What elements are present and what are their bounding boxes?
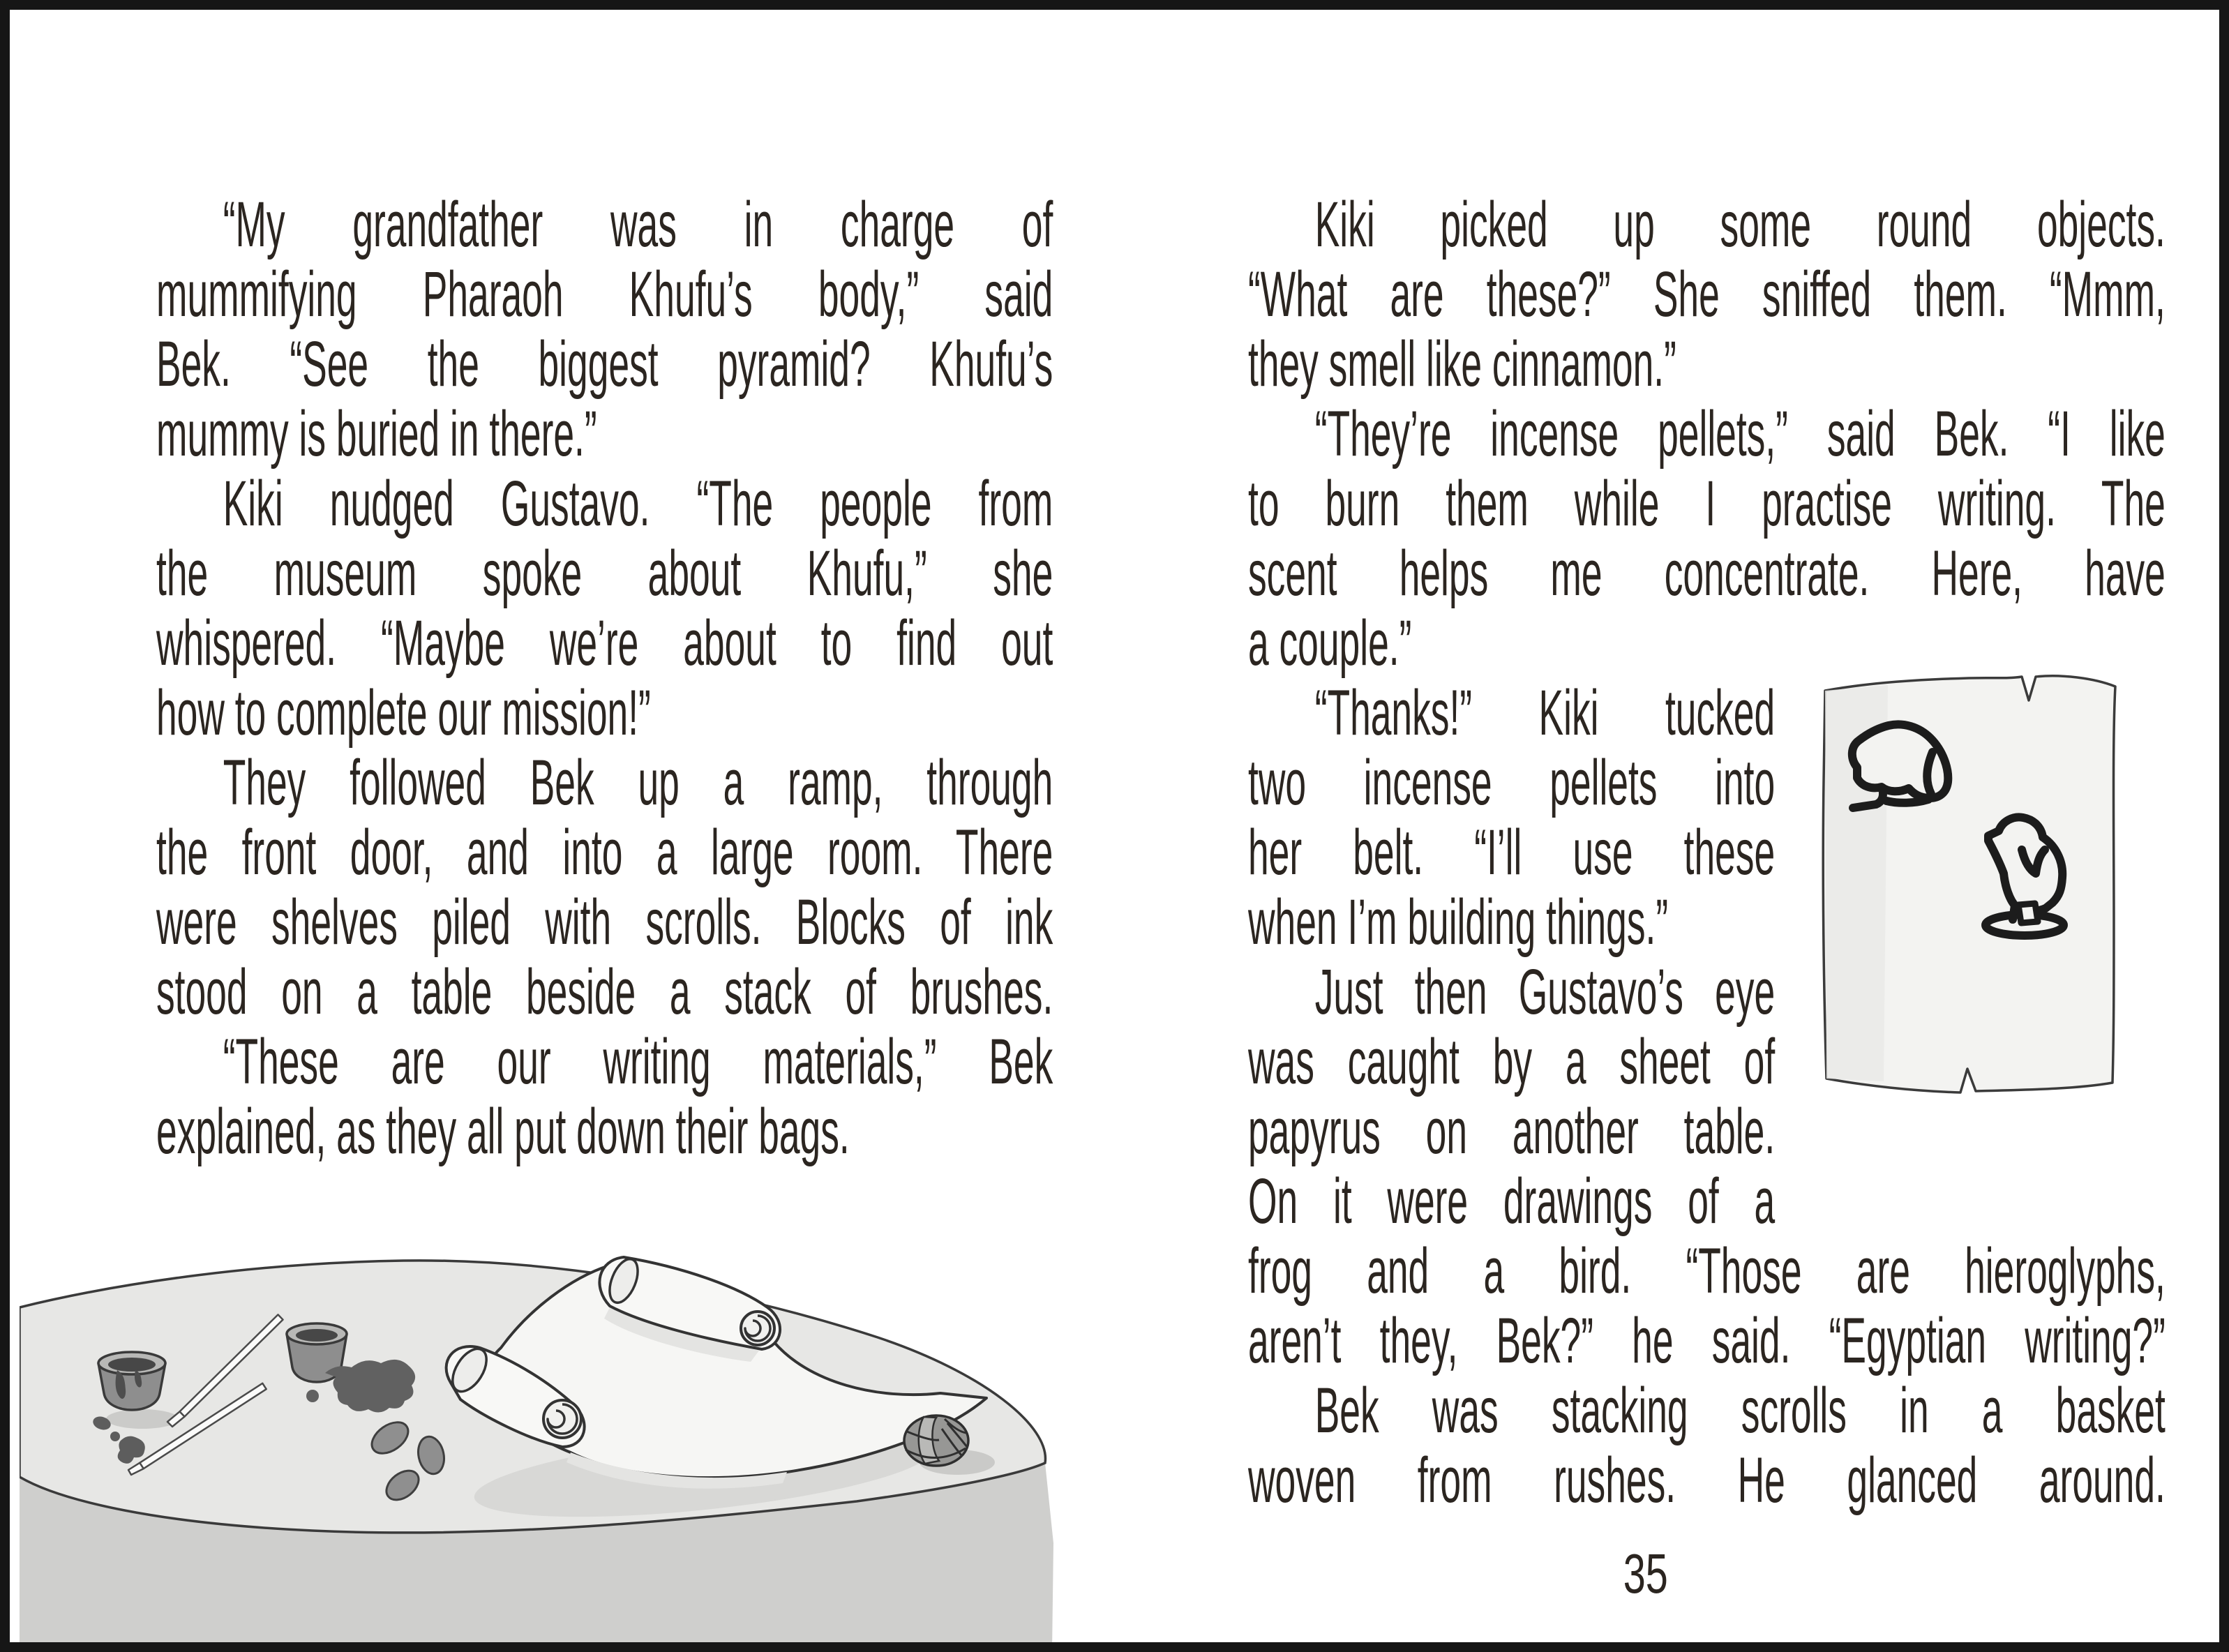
text-line: Just then Gustavo’s eye [1314,956,1776,1028]
papyrus-hieroglyphs-illustration [1815,670,2125,1104]
text-line: “My grandfather was in charge of [223,189,1053,260]
text-line: papyrus on another table. [1248,1096,1776,1167]
text-line: aren’t they, Bek?” he said. “Egyptian writing?” [1248,1305,2166,1376]
text-line: the front door, and into a large room. There [156,817,1053,888]
text-line: mummy is buried in there.” [156,398,597,470]
text-line: “Thanks!” Kiki tucked [1314,677,1776,749]
text-line: woven from rushes. He glanced around. [1248,1445,2166,1516]
text-line: “They’re incense pellets,” said Bek. “I like [1314,398,2166,470]
text-line: On it were drawings of a [1248,1166,1776,1237]
text-line: Bek. “See the biggest pyramid? Khufu’s [156,329,1053,400]
writing-table-illustration [20,1243,1063,1652]
text-line: when I’m building things.” [1248,887,1669,958]
text-line: how to complete our mission!” [156,677,651,749]
left-text-column [156,190,1053,1166]
text-line: scent helps me concentrate. Here, have [1248,538,2166,609]
text-line: mummifying Pharaoh Khufu’s body,” said [156,259,1053,330]
text-line: whispered. “Maybe we’re about to find out [156,608,1053,679]
text-line: Bek was stacking scrolls in a basket [1314,1375,2166,1446]
text-line: to burn them while I practise writing. The [1248,468,2166,539]
text-line: explained, as they all put down their bags. [156,1096,850,1167]
text-line: two incense pellets into [1248,747,1776,818]
text-line: stood on a table beside a stack of brushes. [156,956,1053,1028]
text-line: were shelves piled with scrolls. Blocks of ink [156,887,1053,958]
text-line: “What are these?” She sniffed them. “Mmm, [1248,259,2166,330]
text-line: Kiki nudged Gustavo. “The people from [223,468,1053,539]
text-line: was caught by a sheet of [1248,1026,1776,1097]
text-line: they smell like cinnamon.” [1248,329,1676,400]
text-line: frog and a bird. “Those are hieroglyphs, [1248,1236,2166,1307]
text-line: “These are our writing materials,” Bek [223,1026,1053,1097]
page-number: 35 [1623,1542,1668,1605]
text-line: They followed Bek up a ramp, through [223,747,1053,818]
text-line: a couple.” [1248,608,1412,679]
text-line: her belt. “I’ll use these [1248,817,1776,888]
text-line: the museum spoke about Khufu,” she [156,538,1053,609]
text-line: Kiki picked up some round objects. [1314,189,2166,260]
